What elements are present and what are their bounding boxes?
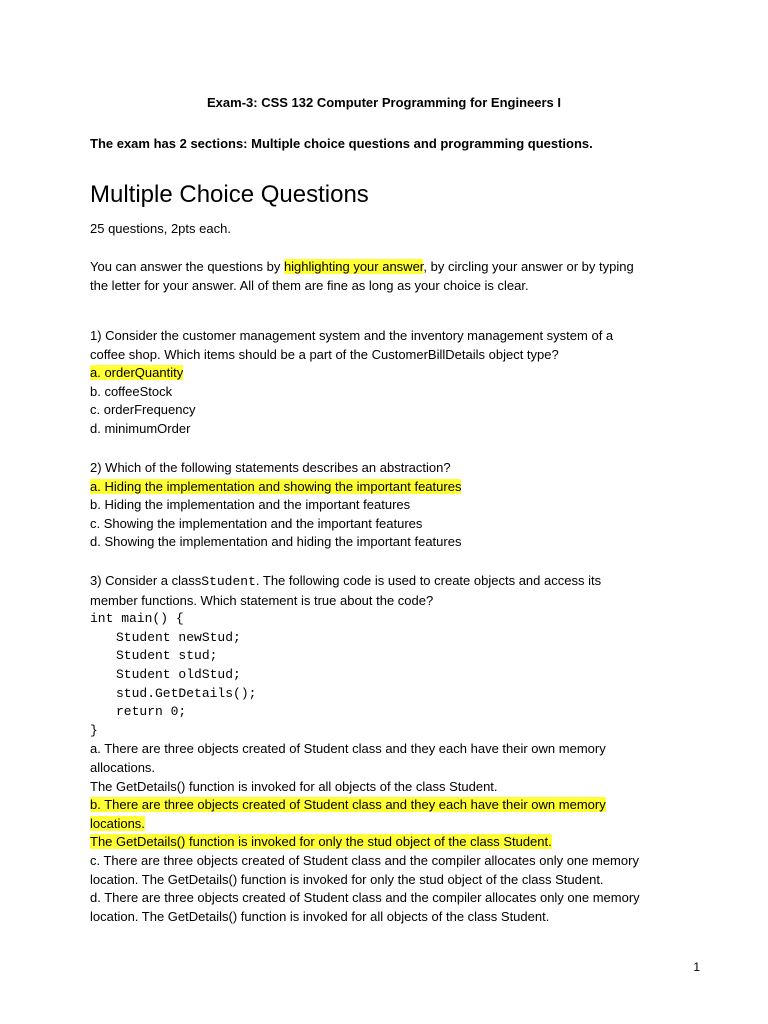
answer-option-a[interactable]: [90, 740, 690, 796]
answer-option-c[interactable]: c. orderFrequency: [90, 402, 196, 418]
instructions-after: , by circling your answer or by typing: [423, 259, 634, 274]
question-stem: member functions. Which statement is true about the code?: [90, 592, 434, 608]
option-line: [90, 833, 690, 852]
option-line: allocations.: [90, 759, 156, 775]
option-line: d. There are three objects created of Student class and the compiler allocates only one memory: [90, 890, 640, 906]
instructions-highlight: highlighting your answer: [283, 259, 424, 274]
code-line: Student stud;: [116, 648, 218, 664]
section-heading: Multiple Choice Questions: [90, 181, 369, 208]
question-3: [90, 572, 690, 926]
option-line: [90, 815, 690, 834]
answer-option-d[interactable]: [90, 889, 690, 926]
stem-suffix: . The following code is used to create objects and access its: [255, 573, 602, 588]
answer-option-d[interactable]: d. minimumOrder: [90, 420, 191, 436]
answer-option-d[interactable]: d. Showing the implementation and hiding the important features: [90, 534, 462, 550]
exam-title: Exam-3: CSS 132 Computer Programming for Engineers I: [207, 95, 561, 110]
instructions-before: You can answer the questions by: [90, 259, 284, 274]
answer-option-c[interactable]: c. Showing the implementation and the important features: [90, 515, 423, 531]
exam-subtitle: The exam has 2 sections: Multiple choice questions and programming questions.: [90, 136, 593, 151]
highlighted-answer: The GetDetails() function is invoked for only the stud object of the class Student.: [90, 834, 552, 850]
points-note: [90, 220, 690, 239]
code-snippet: [90, 610, 690, 740]
instructions-line-2: the letter for your answer. All of them are fine as long as your choice is clear.: [90, 277, 529, 293]
code-line: int main() {: [90, 611, 184, 627]
highlighted-answer: b. There are three objects created of Student class and they each have their own memory: [90, 797, 606, 813]
answer-option-b[interactable]: [90, 796, 690, 852]
option-line: location. The GetDetails() function is invoked for only the stud object of the class Student.: [90, 871, 604, 887]
highlighted-answer: a. Hiding the implementation and showing the important features: [90, 478, 462, 494]
question-1: [90, 327, 690, 439]
option-line: The GetDetails() function is invoked for all objects of the class Student.: [90, 778, 498, 794]
points-note-text: 25 questions, 2pts each.: [90, 221, 231, 236]
page-number: 1: [693, 960, 700, 974]
code-line: Student oldStud;: [116, 666, 241, 682]
option-line: a. There are three objects created of Student class and they each have their own memory: [90, 741, 606, 757]
question-stem: 2) Which of the following statements describes an abstraction?: [90, 460, 451, 475]
answer-option-b[interactable]: b. coffeeStock: [90, 383, 173, 399]
option-line: [90, 796, 690, 815]
highlighted-answer: a. orderQuantity: [90, 365, 184, 381]
code-line: return 0;: [116, 704, 187, 720]
class-name-code: Student: [201, 574, 256, 589]
highlighted-answer: locations.: [90, 815, 145, 831]
code-line: stud.GetDetails();: [116, 685, 257, 701]
answer-option-a[interactable]: [90, 364, 690, 383]
question-2: [90, 459, 690, 552]
answer-option-c[interactable]: [90, 852, 690, 889]
option-line: c. There are three objects created of Student class and the compiler allocates only one memory: [90, 852, 639, 868]
question-stem: [90, 572, 690, 592]
instructions: [90, 258, 690, 295]
question-stem: coffee shop. Which items should be a part of the CustomerBillDetails object type?: [90, 346, 559, 362]
code-line: }: [90, 722, 98, 738]
stem-prefix: 3) Consider a class: [90, 573, 202, 588]
code-line: Student newStud;: [116, 629, 241, 645]
instructions-line-1: [90, 258, 690, 277]
answer-option-b[interactable]: b. Hiding the implementation and the important features: [90, 497, 411, 513]
answer-option-a[interactable]: [90, 478, 690, 497]
option-line: location. The GetDetails() function is invoked for all objects of the class Student.: [90, 908, 550, 924]
question-stem: 1) Consider the customer management system and the inventory management system of a: [90, 328, 614, 343]
